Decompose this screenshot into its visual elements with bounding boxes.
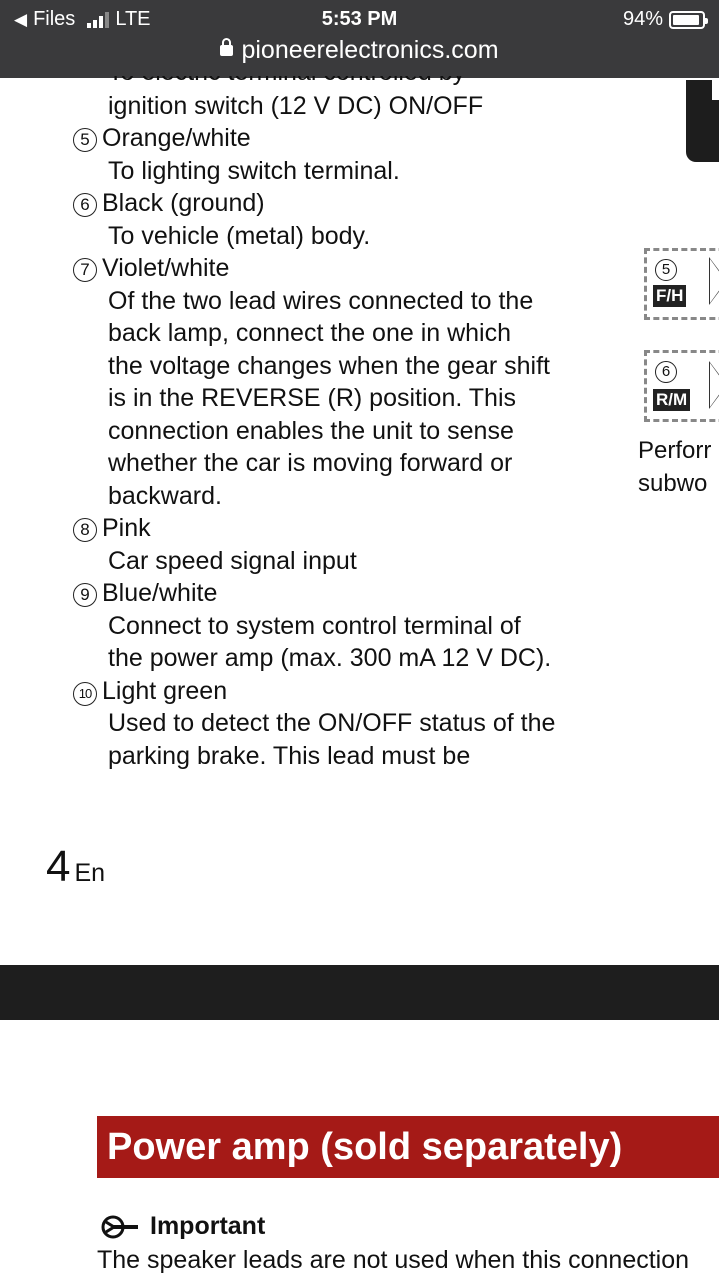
battery-icon: [669, 11, 705, 29]
figure-box-rm: [644, 350, 719, 422]
section-title: Power amp (sold separately): [97, 1116, 719, 1178]
list-item-title: 9 Blue/white: [73, 577, 217, 610]
url-domain: pioneerelectronics.com: [241, 36, 499, 64]
page-lang: En: [74, 859, 106, 887]
doc-line: ignition switch (12 V DC) ON/OFF: [108, 92, 484, 120]
list-item-text: the power amp (max. 300 mA 12 V DC).: [108, 644, 552, 672]
figure-connector-fragment: [686, 80, 719, 162]
side-text-line: subwo: [638, 470, 708, 497]
clock: 5:53 PM: [321, 8, 398, 30]
list-item-text: Of the two lead wires connected to the: [108, 287, 534, 315]
list-item-text: To vehicle (metal) body.: [108, 222, 371, 250]
item-number: 8: [73, 518, 97, 542]
browser-top-bar: [0, 0, 719, 78]
back-arrow-icon: ◀: [14, 9, 28, 29]
important-heading: Important: [100, 1212, 265, 1241]
body-text: The speaker leads are not used when this connection: [97, 1246, 690, 1274]
figure-number: 6: [655, 361, 677, 383]
list-item-title: 10 Light green: [73, 675, 227, 708]
list-item-title: 8 Pink: [73, 512, 151, 545]
figure-label: R/M: [653, 389, 690, 411]
figure-number: 5: [655, 259, 677, 281]
battery-percent: 94%: [622, 8, 663, 30]
item-number: 5: [73, 128, 97, 152]
wrench-icon: [100, 1214, 140, 1240]
list-item-text: whether the car is moving forward or: [108, 449, 513, 477]
list-item-text: To lighting switch terminal.: [108, 157, 400, 185]
item-number: 9: [73, 583, 97, 607]
item-number: 10: [73, 682, 97, 706]
list-item-title: 7 Violet/white: [73, 252, 229, 285]
list-item-text: connection enables the unit to sense: [108, 417, 514, 445]
list-item-title: 6 Black (ground): [73, 187, 265, 220]
list-item-text: parking brake. This lead must be: [108, 742, 471, 770]
list-item-text: Used to detect the ON/OFF status of the: [108, 709, 556, 737]
list-item-text: Car speed signal input: [108, 547, 357, 575]
list-item-text: Connect to system control terminal of: [108, 612, 521, 640]
figure-label: F/H: [653, 285, 686, 307]
status-bar: [0, 6, 719, 34]
lock-icon: [220, 45, 233, 56]
page-number: 4 En: [46, 842, 106, 891]
item-number: 6: [73, 193, 97, 217]
list-item-text: back lamp, connect the one in which: [108, 319, 512, 347]
list-item-title: 5 Orange/white: [73, 122, 251, 155]
list-item-text: the voltage changes when the gear shift: [108, 352, 550, 380]
list-item-text: backward.: [108, 482, 222, 510]
item-number: 7: [73, 258, 97, 282]
back-app-label: Files: [33, 8, 76, 30]
list-item-text: is in the REVERSE (R) position. This: [108, 384, 517, 412]
side-text-line: Perforr: [638, 437, 712, 464]
url-bar[interactable]: [0, 36, 719, 65]
network-label: LTE: [115, 8, 151, 30]
page-separator: [0, 965, 719, 1020]
figure-box-fh: [644, 248, 719, 320]
